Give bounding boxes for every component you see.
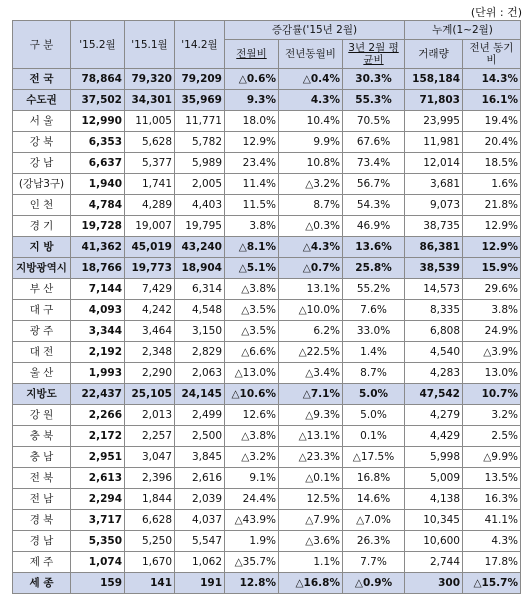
value-15-2-cell: 1,940: [71, 174, 125, 195]
yoy-cumulative-cell: 29.6%: [463, 279, 521, 300]
value-14-2-cell: 2,499: [175, 405, 225, 426]
table-row: [13, 132, 521, 153]
mom-cell: 12.8%: [225, 573, 279, 594]
avg3y-cell: 5.0%: [343, 405, 405, 426]
table-body: [13, 69, 521, 594]
yoy-cum-change-cell: △16.8%: [279, 573, 343, 594]
volume-cell: 38,539: [405, 258, 463, 279]
yoy-cumulative-cell: 41.1%: [463, 510, 521, 531]
value-15-1-cell: 34,301: [125, 90, 175, 111]
mom-cell: 18.0%: [225, 111, 279, 132]
value-15-2-cell: 5,350: [71, 531, 125, 552]
value-14-2-cell: 35,969: [175, 90, 225, 111]
table-row: [13, 363, 521, 384]
table-row: [13, 510, 521, 531]
value-15-2-cell: 4,093: [71, 300, 125, 321]
value-15-1-cell: 19,773: [125, 258, 175, 279]
region-cell: 수도권: [13, 90, 71, 111]
value-15-2-cell: 2,172: [71, 426, 125, 447]
value-15-1-cell: 6,628: [125, 510, 175, 531]
mom-cell: △35.7%: [225, 552, 279, 573]
mom-cell: 11.4%: [225, 174, 279, 195]
avg3y-cell: 14.6%: [343, 489, 405, 510]
value-14-2-cell: 4,403: [175, 195, 225, 216]
value-15-2-cell: 6,353: [71, 132, 125, 153]
table-row: [13, 342, 521, 363]
value-15-1-cell: 4,242: [125, 300, 175, 321]
value-14-2-cell: 5,989: [175, 153, 225, 174]
yoy-cum-change-cell: 8.7%: [279, 195, 343, 216]
yoy-cum-change-cell: △3.2%: [279, 174, 343, 195]
table-row: [13, 237, 521, 258]
value-15-1-cell: 2,013: [125, 405, 175, 426]
mom-cell: △3.5%: [225, 321, 279, 342]
volume-cell: 4,279: [405, 405, 463, 426]
value-14-2-cell: 79,209: [175, 69, 225, 90]
region-cell: 세 종: [13, 573, 71, 594]
yoy-cum-change-cell: △0.7%: [279, 258, 343, 279]
value-15-2-cell: 1,993: [71, 363, 125, 384]
header-14-2: '14.2월: [175, 21, 225, 69]
header-yoy: 전년동월비: [279, 40, 343, 69]
region-cell: 강 원: [13, 405, 71, 426]
value-14-2-cell: 11,771: [175, 111, 225, 132]
value-15-1-cell: 2,348: [125, 342, 175, 363]
region-cell: 울 산: [13, 363, 71, 384]
yoy-cum-change-cell: 10.8%: [279, 153, 343, 174]
region-cell: 충 남: [13, 447, 71, 468]
volume-cell: 300: [405, 573, 463, 594]
table-row: [13, 90, 521, 111]
yoy-cumulative-cell: 20.4%: [463, 132, 521, 153]
yoy-cum-change-cell: △4.3%: [279, 237, 343, 258]
table-row: [13, 426, 521, 447]
value-15-2-cell: 12,990: [71, 111, 125, 132]
value-14-2-cell: 5,547: [175, 531, 225, 552]
table-row: [13, 153, 521, 174]
region-cell: 강 남: [13, 153, 71, 174]
yoy-cum-change-cell: △22.5%: [279, 342, 343, 363]
region-cell: 광 주: [13, 321, 71, 342]
transaction-table: [12, 20, 521, 594]
value-14-2-cell: 18,904: [175, 258, 225, 279]
avg3y-cell: 25.8%: [343, 258, 405, 279]
yoy-cumulative-cell: 10.7%: [463, 384, 521, 405]
value-15-2-cell: 2,192: [71, 342, 125, 363]
value-15-1-cell: 2,290: [125, 363, 175, 384]
mom-cell: △5.1%: [225, 258, 279, 279]
mom-cell: 1.9%: [225, 531, 279, 552]
yoy-cumulative-cell: 12.9%: [463, 237, 521, 258]
volume-cell: 158,184: [405, 69, 463, 90]
table-row: [13, 216, 521, 237]
avg3y-cell: 16.8%: [343, 468, 405, 489]
value-14-2-cell: 43,240: [175, 237, 225, 258]
value-15-1-cell: 3,047: [125, 447, 175, 468]
header-change-group: 증감률('15년 2월): [225, 21, 405, 40]
value-14-2-cell: 24,145: [175, 384, 225, 405]
table-row: [13, 468, 521, 489]
avg3y-cell: 70.5%: [343, 111, 405, 132]
table-row: [13, 69, 521, 90]
yoy-cum-change-cell: △7.1%: [279, 384, 343, 405]
yoy-cum-change-cell: 1.1%: [279, 552, 343, 573]
value-15-1-cell: 5,377: [125, 153, 175, 174]
value-15-2-cell: 2,613: [71, 468, 125, 489]
yoy-cum-change-cell: △7.9%: [279, 510, 343, 531]
mom-cell: △6.6%: [225, 342, 279, 363]
value-15-2-cell: 2,951: [71, 447, 125, 468]
value-15-2-cell: 22,437: [71, 384, 125, 405]
mom-cell: △10.6%: [225, 384, 279, 405]
value-14-2-cell: 5,782: [175, 132, 225, 153]
avg3y-cell: 8.7%: [343, 363, 405, 384]
value-15-1-cell: 25,105: [125, 384, 175, 405]
value-14-2-cell: 6,314: [175, 279, 225, 300]
yoy-cum-change-cell: 6.2%: [279, 321, 343, 342]
yoy-cumulative-cell: 15.9%: [463, 258, 521, 279]
mom-cell: △0.6%: [225, 69, 279, 90]
volume-cell: 47,542: [405, 384, 463, 405]
volume-cell: 4,540: [405, 342, 463, 363]
mom-cell: 23.4%: [225, 153, 279, 174]
yoy-cum-change-cell: △10.0%: [279, 300, 343, 321]
table-row: [13, 447, 521, 468]
header-15-1: '15.1월: [125, 21, 175, 69]
value-15-1-cell: 4,289: [125, 195, 175, 216]
table-row: [13, 300, 521, 321]
yoy-cumulative-cell: 16.3%: [463, 489, 521, 510]
yoy-cumulative-cell: 13.5%: [463, 468, 521, 489]
volume-cell: 12,014: [405, 153, 463, 174]
region-cell: 충 북: [13, 426, 71, 447]
value-14-2-cell: 3,845: [175, 447, 225, 468]
table-row: [13, 321, 521, 342]
value-15-2-cell: 3,717: [71, 510, 125, 531]
table-row: [13, 195, 521, 216]
yoy-cum-change-cell: 4.3%: [279, 90, 343, 111]
region-cell: 대 전: [13, 342, 71, 363]
value-15-1-cell: 1,741: [125, 174, 175, 195]
yoy-cum-change-cell: △0.3%: [279, 216, 343, 237]
value-14-2-cell: 2,616: [175, 468, 225, 489]
yoy-cumulative-cell: 4.3%: [463, 531, 521, 552]
avg3y-cell: 7.6%: [343, 300, 405, 321]
value-15-2-cell: 78,864: [71, 69, 125, 90]
region-cell: 제 주: [13, 552, 71, 573]
avg3y-cell: 46.9%: [343, 216, 405, 237]
yoy-cumulative-cell: 14.3%: [463, 69, 521, 90]
value-15-2-cell: 18,766: [71, 258, 125, 279]
yoy-cumulative-cell: 1.6%: [463, 174, 521, 195]
yoy-cum-change-cell: △3.6%: [279, 531, 343, 552]
mom-cell: 12.9%: [225, 132, 279, 153]
avg3y-cell: 55.2%: [343, 279, 405, 300]
avg3y-cell: 7.7%: [343, 552, 405, 573]
mom-cell: △3.8%: [225, 279, 279, 300]
yoy-cumulative-cell: 16.1%: [463, 90, 521, 111]
region-cell: 부 산: [13, 279, 71, 300]
value-15-2-cell: 2,266: [71, 405, 125, 426]
yoy-cumulative-cell: 2.5%: [463, 426, 521, 447]
volume-cell: 14,573: [405, 279, 463, 300]
value-15-1-cell: 19,007: [125, 216, 175, 237]
avg3y-cell: 26.3%: [343, 531, 405, 552]
region-cell: 지방광역시: [13, 258, 71, 279]
avg3y-cell: 54.3%: [343, 195, 405, 216]
yoy-cum-change-cell: △3.4%: [279, 363, 343, 384]
table-header: [13, 21, 521, 69]
avg3y-cell: △0.9%: [343, 573, 405, 594]
mom-cell: 9.3%: [225, 90, 279, 111]
volume-cell: 23,995: [405, 111, 463, 132]
avg3y-cell: 73.4%: [343, 153, 405, 174]
table-row: [13, 279, 521, 300]
value-15-1-cell: 2,257: [125, 426, 175, 447]
yoy-cum-change-cell: △13.1%: [279, 426, 343, 447]
header-yoy-cum: 전년 동기비: [463, 40, 521, 69]
value-15-1-cell: 1,844: [125, 489, 175, 510]
table-row: [13, 573, 521, 594]
yoy-cum-change-cell: △9.3%: [279, 405, 343, 426]
volume-cell: 3,681: [405, 174, 463, 195]
volume-cell: 10,345: [405, 510, 463, 531]
yoy-cumulative-cell: 13.0%: [463, 363, 521, 384]
avg3y-cell: 0.1%: [343, 426, 405, 447]
table-row: [13, 384, 521, 405]
yoy-cumulative-cell: △3.9%: [463, 342, 521, 363]
region-cell: 전 남: [13, 489, 71, 510]
yoy-cum-change-cell: △0.4%: [279, 69, 343, 90]
volume-cell: 11,981: [405, 132, 463, 153]
value-15-2-cell: 19,728: [71, 216, 125, 237]
volume-cell: 4,138: [405, 489, 463, 510]
value-14-2-cell: 4,037: [175, 510, 225, 531]
mom-cell: △8.1%: [225, 237, 279, 258]
value-14-2-cell: 2,063: [175, 363, 225, 384]
avg3y-cell: △17.5%: [343, 447, 405, 468]
table-row: [13, 111, 521, 132]
value-15-1-cell: 1,670: [125, 552, 175, 573]
value-15-1-cell: 5,628: [125, 132, 175, 153]
region-cell: 경 기: [13, 216, 71, 237]
avg3y-cell: 5.0%: [343, 384, 405, 405]
region-cell: 인 천: [13, 195, 71, 216]
table-row: [13, 552, 521, 573]
table-row: [13, 489, 521, 510]
header-cumulative-group: 누계(1~2월): [405, 21, 521, 40]
avg3y-cell: 67.6%: [343, 132, 405, 153]
value-15-2-cell: 2,294: [71, 489, 125, 510]
header-avg3y: 3년 2월 평균비: [343, 40, 405, 69]
value-14-2-cell: 4,548: [175, 300, 225, 321]
volume-cell: 71,803: [405, 90, 463, 111]
avg3y-cell: 1.4%: [343, 342, 405, 363]
header-15-2: '15.2월: [71, 21, 125, 69]
value-15-2-cell: 4,784: [71, 195, 125, 216]
value-15-1-cell: 5,250: [125, 531, 175, 552]
yoy-cumulative-cell: △9.9%: [463, 447, 521, 468]
avg3y-cell: 33.0%: [343, 321, 405, 342]
unit-label: (단위 : 건): [470, 6, 522, 19]
yoy-cumulative-cell: 3.8%: [463, 300, 521, 321]
region-cell: 지 방: [13, 237, 71, 258]
volume-cell: 4,429: [405, 426, 463, 447]
yoy-cumulative-cell: 18.5%: [463, 153, 521, 174]
region-cell: 지방도: [13, 384, 71, 405]
yoy-cumulative-cell: 21.8%: [463, 195, 521, 216]
table-row: [13, 174, 521, 195]
value-15-1-cell: 3,464: [125, 321, 175, 342]
mom-cell: 11.5%: [225, 195, 279, 216]
avg3y-cell: 30.3%: [343, 69, 405, 90]
value-14-2-cell: 2,500: [175, 426, 225, 447]
value-15-1-cell: 11,005: [125, 111, 175, 132]
value-14-2-cell: 19,795: [175, 216, 225, 237]
mom-cell: 9.1%: [225, 468, 279, 489]
yoy-cum-change-cell: 13.1%: [279, 279, 343, 300]
volume-cell: 6,808: [405, 321, 463, 342]
value-14-2-cell: 2,829: [175, 342, 225, 363]
header-volume: 거래량: [405, 40, 463, 69]
value-15-1-cell: 45,019: [125, 237, 175, 258]
yoy-cumulative-cell: △15.7%: [463, 573, 521, 594]
value-15-1-cell: 79,320: [125, 69, 175, 90]
volume-cell: 8,335: [405, 300, 463, 321]
region-cell: 강 북: [13, 132, 71, 153]
region-cell: 서 울: [13, 111, 71, 132]
yoy-cumulative-cell: 17.8%: [463, 552, 521, 573]
table-row: [13, 531, 521, 552]
avg3y-cell: △7.0%: [343, 510, 405, 531]
region-cell: 전 국: [13, 69, 71, 90]
mom-cell: △3.8%: [225, 426, 279, 447]
yoy-cumulative-cell: 19.4%: [463, 111, 521, 132]
yoy-cum-change-cell: 10.4%: [279, 111, 343, 132]
volume-cell: 5,009: [405, 468, 463, 489]
yoy-cum-change-cell: △23.3%: [279, 447, 343, 468]
transaction-table-wrapper: [12, 20, 520, 594]
region-cell: 대 구: [13, 300, 71, 321]
volume-cell: 4,283: [405, 363, 463, 384]
value-15-2-cell: 41,362: [71, 237, 125, 258]
volume-cell: 5,998: [405, 447, 463, 468]
volume-cell: 86,381: [405, 237, 463, 258]
avg3y-cell: 13.6%: [343, 237, 405, 258]
header-region: 구 분: [13, 21, 71, 69]
mom-cell: △13.0%: [225, 363, 279, 384]
mom-cell: △3.2%: [225, 447, 279, 468]
value-14-2-cell: 1,062: [175, 552, 225, 573]
yoy-cum-change-cell: 9.9%: [279, 132, 343, 153]
mom-cell: 12.6%: [225, 405, 279, 426]
value-14-2-cell: 2,039: [175, 489, 225, 510]
value-15-2-cell: 7,144: [71, 279, 125, 300]
region-cell: 전 북: [13, 468, 71, 489]
mom-cell: △43.9%: [225, 510, 279, 531]
volume-cell: 38,735: [405, 216, 463, 237]
avg3y-cell: 55.3%: [343, 90, 405, 111]
value-15-2-cell: 1,074: [71, 552, 125, 573]
yoy-cum-change-cell: △0.1%: [279, 468, 343, 489]
value-14-2-cell: 191: [175, 573, 225, 594]
volume-cell: 9,073: [405, 195, 463, 216]
value-15-1-cell: 141: [125, 573, 175, 594]
value-15-1-cell: 7,429: [125, 279, 175, 300]
table-row: [13, 258, 521, 279]
volume-cell: 2,744: [405, 552, 463, 573]
avg3y-cell: 56.7%: [343, 174, 405, 195]
yoy-cumulative-cell: 12.9%: [463, 216, 521, 237]
yoy-cum-change-cell: 12.5%: [279, 489, 343, 510]
header-mom: 전월비: [225, 40, 279, 69]
table-row: [13, 405, 521, 426]
yoy-cumulative-cell: 24.9%: [463, 321, 521, 342]
region-cell: 경 북: [13, 510, 71, 531]
mom-cell: △3.5%: [225, 300, 279, 321]
mom-cell: 24.4%: [225, 489, 279, 510]
value-15-1-cell: 2,396: [125, 468, 175, 489]
value-15-2-cell: 3,344: [71, 321, 125, 342]
region-cell: 경 남: [13, 531, 71, 552]
value-14-2-cell: 2,005: [175, 174, 225, 195]
value-15-2-cell: 37,502: [71, 90, 125, 111]
region-cell: (강남3구): [13, 174, 71, 195]
mom-cell: 3.8%: [225, 216, 279, 237]
value-15-2-cell: 159: [71, 573, 125, 594]
volume-cell: 10,600: [405, 531, 463, 552]
value-15-2-cell: 6,637: [71, 153, 125, 174]
value-14-2-cell: 3,150: [175, 321, 225, 342]
yoy-cumulative-cell: 3.2%: [463, 405, 521, 426]
